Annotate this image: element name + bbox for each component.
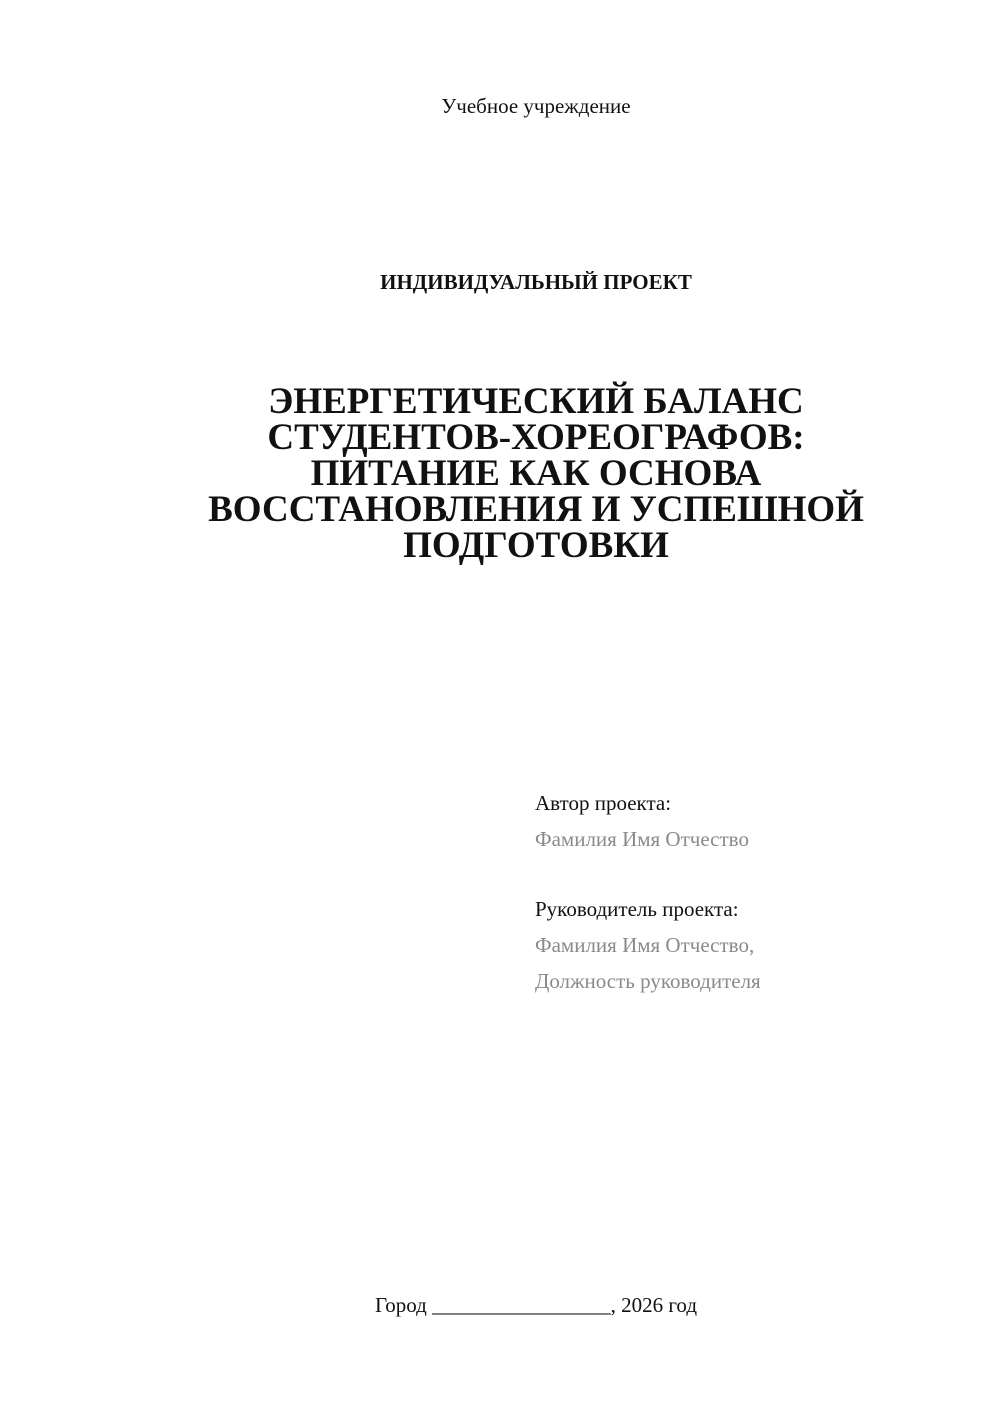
supervisor-label: Руководитель проекта: [535,897,739,921]
city-blank-line: _________________ [432,1293,611,1317]
institution-name: Учебное учреждение [441,94,631,118]
author-name-placeholder: Фамилия Имя Отчество [535,827,749,851]
project-title [140,381,932,566]
city-label: Город [374,1293,427,1317]
project-title-line: ПОДГОТОВКИ [403,525,669,566]
project-title-line: ПИТАНИЕ КАК ОСНОВА [310,453,762,494]
supervisor-name-placeholder: Фамилия Имя Отчество, [535,933,755,957]
project-title-line: ЭНЕРГЕТИЧЕСКИЙ БАЛАНС [268,381,804,422]
year-text: , 2026 год [610,1293,698,1317]
supervisor-position-placeholder: Должность руководителя [535,969,761,993]
author-block [535,785,975,857]
project-type-heading: ИНДИВИДУАЛЬНЫЙ ПРОЕКТ [380,270,692,294]
project-title-line: СТУДЕНТОВ-ХОРЕОГРАФОВ: [267,417,805,458]
city-year-footer [0,1290,1000,1320]
project-title-line: ВОССТАНОВЛЕНИЯ И УСПЕШНОЙ [208,489,864,530]
supervisor-block [535,891,975,999]
author-label: Автор проекта: [535,791,672,815]
